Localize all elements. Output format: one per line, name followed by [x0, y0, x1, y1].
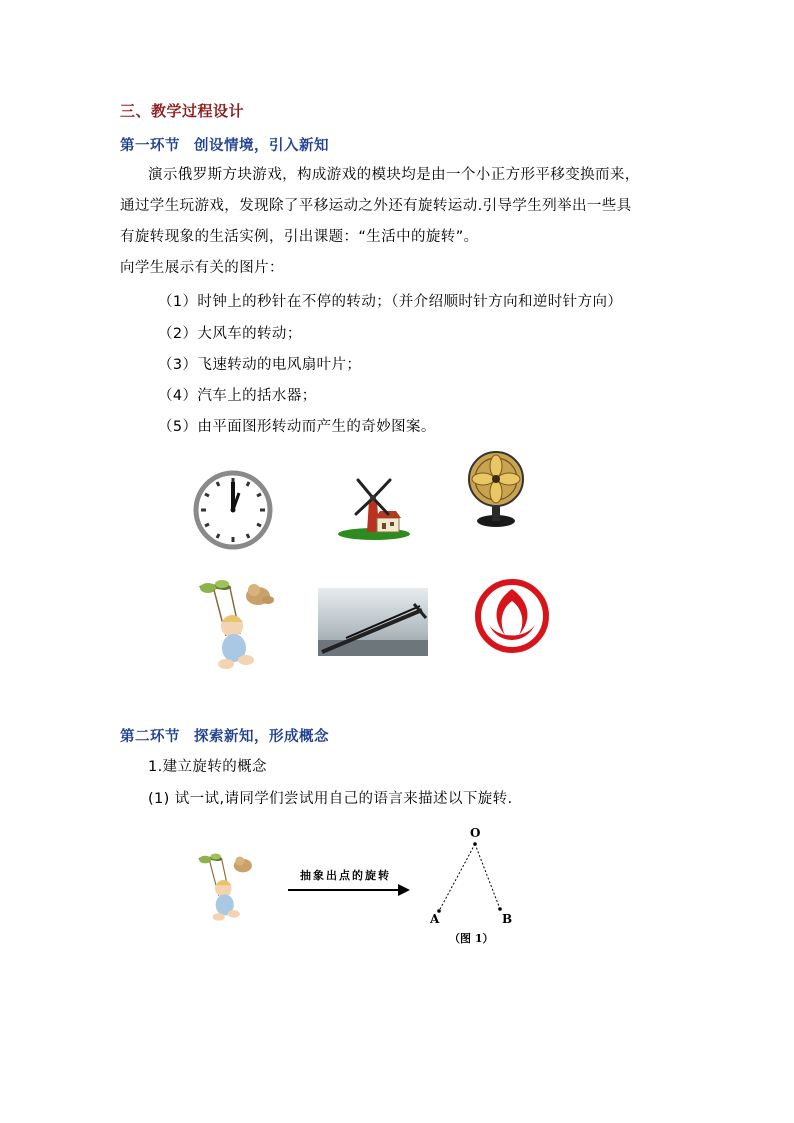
- point-o-label: O: [470, 826, 481, 840]
- step2-heading: [120, 725, 329, 746]
- step1-heading: [120, 134, 329, 155]
- right-arrow-icon: [286, 882, 412, 898]
- windmill-image: [336, 466, 412, 542]
- list-item: （2）大风车的转动；: [158, 326, 302, 342]
- step1-title: 第一环节: [120, 138, 180, 154]
- list-item: （5）由平面图形转动而产生的奇妙图案。: [158, 419, 436, 435]
- intro-line-2: 通过学生玩游戏，发现除了平移运动之外还有旋转运动.引导学生列举出一些具: [120, 198, 632, 214]
- step1-subtitle: 创设情境，引入新知: [194, 138, 329, 154]
- point1-sub: (1) 试一试,请同学们尝试用自己的语言来描述以下旋转.: [148, 791, 513, 807]
- section-title: 三、教学过程设计: [120, 102, 245, 120]
- swing-child-image: [196, 578, 278, 676]
- figure-caption: （图 1）: [449, 932, 494, 945]
- list-item: （3）飞速转动的电风扇叶片；: [158, 357, 362, 373]
- wiper-image: [318, 588, 428, 656]
- point-a-label: A: [430, 912, 440, 926]
- point1-heading: 1.建立旋转的概念: [148, 759, 267, 775]
- logo-image: [475, 579, 549, 653]
- list-item: （4）汽车上的括水器；: [158, 388, 317, 404]
- point-b-label: B: [502, 912, 513, 926]
- list-item: （1）时钟上的秒针在不停的转动；（并介绍顺时针方向和逆时针方向）: [158, 294, 623, 310]
- swing-child-small-image: [196, 852, 258, 926]
- intro-line-3: 有旋转现象的生活实例，引出课题：“生活中的旋转”。: [120, 229, 479, 245]
- step2-subtitle: 探索新知，形成概念: [194, 729, 329, 745]
- step2-title: 第二环节: [120, 729, 180, 745]
- intro-line-1: 演示俄罗斯方块游戏，构成游戏的模块均是由一个小正方形平移变换而来，: [148, 167, 640, 183]
- fan-image: [466, 449, 526, 529]
- show-intro: 向学生展示有关的图片：: [120, 260, 284, 276]
- clock-image: [192, 469, 274, 551]
- arrow-label: 抽象出点的旋转: [300, 869, 391, 882]
